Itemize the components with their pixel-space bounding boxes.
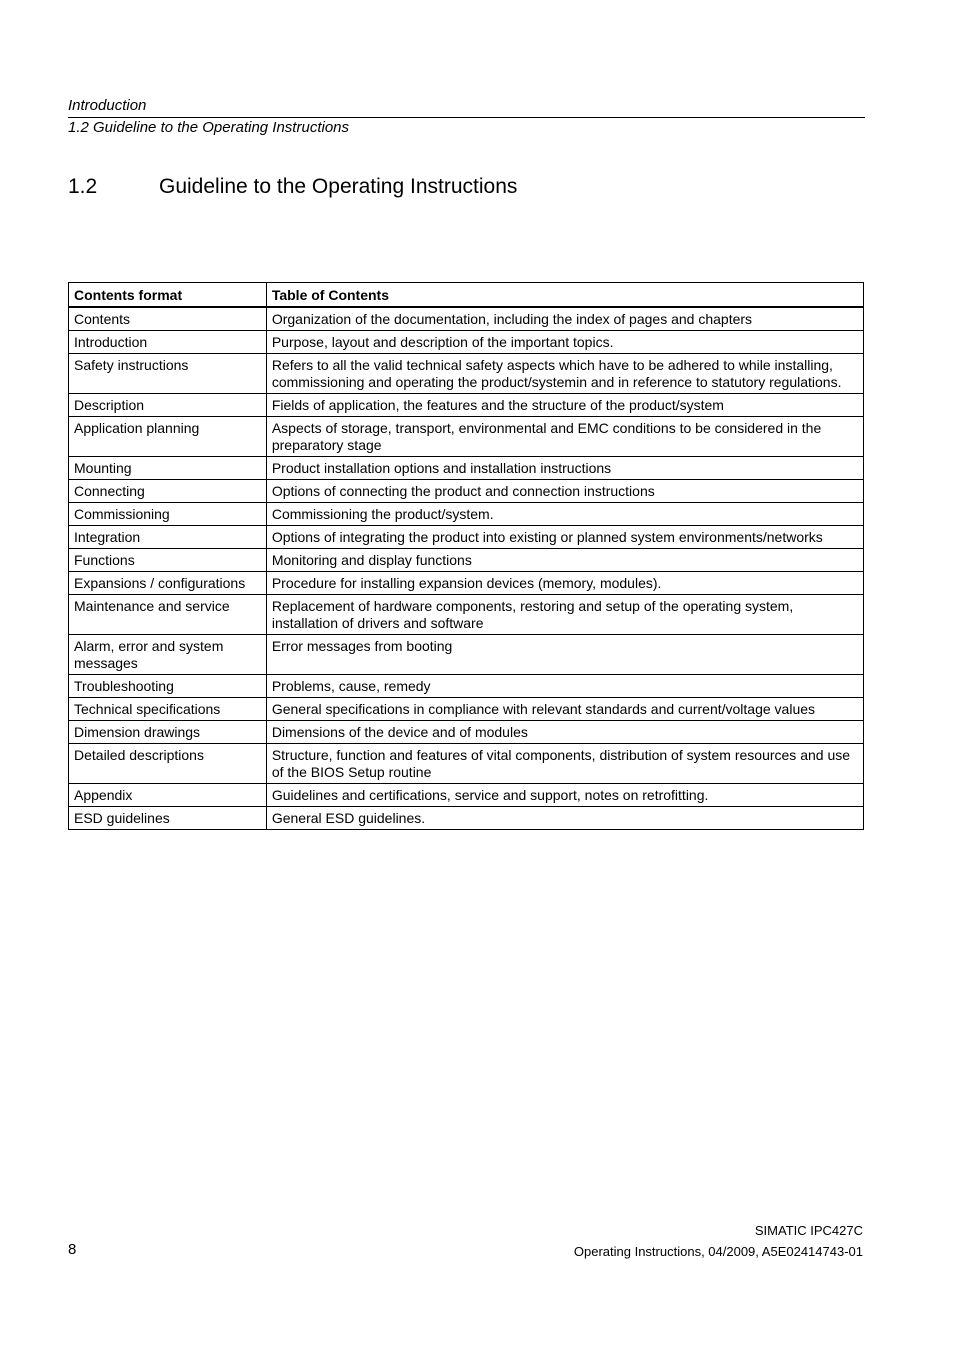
description-cell: Dimensions of the device and of modules (266, 721, 863, 744)
description-cell: Fields of application, the features and the structure of the product/system (266, 394, 863, 417)
description-cell: Purpose, layout and description of the important topics. (266, 331, 863, 354)
section-title: Guideline to the Operating Instructions (159, 175, 518, 198)
format-cell: Commissioning (69, 503, 267, 526)
header-divider (68, 117, 865, 118)
format-cell: Expansions / configurations (69, 572, 267, 595)
table-row (69, 394, 864, 417)
section-heading (68, 172, 517, 202)
table-row (69, 675, 864, 698)
table-row (69, 698, 864, 721)
format-cell: Appendix (69, 784, 267, 807)
column-header-format: Contents format (69, 283, 267, 308)
table-row (69, 572, 864, 595)
table-row (69, 549, 864, 572)
table-row (69, 526, 864, 549)
description-cell: General specifications in compliance with relevant standards and current/voltage values (266, 698, 863, 721)
running-header-chapter: Introduction (68, 97, 147, 114)
table-row (69, 417, 864, 457)
description-cell: Error messages from booting (266, 635, 863, 675)
running-header-section: 1.2 Guideline to the Operating Instructions (68, 119, 350, 136)
format-cell: Maintenance and service (69, 595, 267, 635)
table-row (69, 457, 864, 480)
table-header-row (69, 283, 864, 308)
section-number: 1.2 (68, 175, 98, 198)
description-cell: Guidelines and certifications, service and support, notes on retrofitting. (266, 784, 863, 807)
description-cell: Product installation options and installation instructions (266, 457, 863, 480)
table-row (69, 595, 864, 635)
description-cell: Aspects of storage, transport, environmental and EMC conditions to be considered in the preparatory stage (266, 417, 863, 457)
format-cell: Contents (69, 307, 267, 331)
contents-table (68, 282, 864, 830)
description-cell: Options of integrating the product into existing or planned system environments/networks (266, 526, 863, 549)
column-header-contents: Table of Contents (266, 283, 863, 308)
description-cell: Structure, function and features of vital components, distribution of system resources and use of the BIOS Setup routine (266, 744, 863, 784)
table-row (69, 635, 864, 675)
format-cell: Introduction (69, 331, 267, 354)
table-row (69, 503, 864, 526)
format-cell: Connecting (69, 480, 267, 503)
description-cell: Procedure for installing expansion devices (memory, modules). (266, 572, 863, 595)
format-cell: Application planning (69, 417, 267, 457)
table-row (69, 784, 864, 807)
format-cell: Detailed descriptions (69, 744, 267, 784)
description-cell: Problems, cause, remedy (266, 675, 863, 698)
format-cell: Functions (69, 549, 267, 572)
table-row (69, 721, 864, 744)
footer-product: SIMATIC IPC427C (754, 1223, 863, 1238)
format-cell: Dimension drawings (69, 721, 267, 744)
footer-document-reference: Operating Instructions, 04/2009, A5E02414743-01 (573, 1244, 863, 1259)
table-row (69, 331, 864, 354)
table-row (69, 744, 864, 784)
format-cell: Alarm, error and system messages (69, 635, 267, 675)
table-row (69, 354, 864, 394)
format-cell: Safety instructions (69, 354, 267, 394)
description-cell: Monitoring and display functions (266, 549, 863, 572)
format-cell: Technical specifications (69, 698, 267, 721)
description-cell: General ESD guidelines. (266, 807, 863, 830)
description-cell: Replacement of hardware components, restoring and setup of the operating system, installation of drivers and software (266, 595, 863, 635)
table-row (69, 480, 864, 503)
description-cell: Organization of the documentation, including the index of pages and chapters (266, 307, 863, 331)
format-cell: Integration (69, 526, 267, 549)
page-number: 8 (68, 1241, 77, 1258)
description-cell: Refers to all the valid technical safety aspects which have to be adhered to while installing, commissioning and operating the product/systemin and in reference to statutory regulations. (266, 354, 863, 394)
description-cell: Commissioning the product/system. (266, 503, 863, 526)
table-row (69, 807, 864, 830)
format-cell: Mounting (69, 457, 267, 480)
format-cell: Description (69, 394, 267, 417)
format-cell: Troubleshooting (69, 675, 267, 698)
table-row (69, 307, 864, 331)
format-cell: ESD guidelines (69, 807, 267, 830)
description-cell: Options of connecting the product and connection instructions (266, 480, 863, 503)
